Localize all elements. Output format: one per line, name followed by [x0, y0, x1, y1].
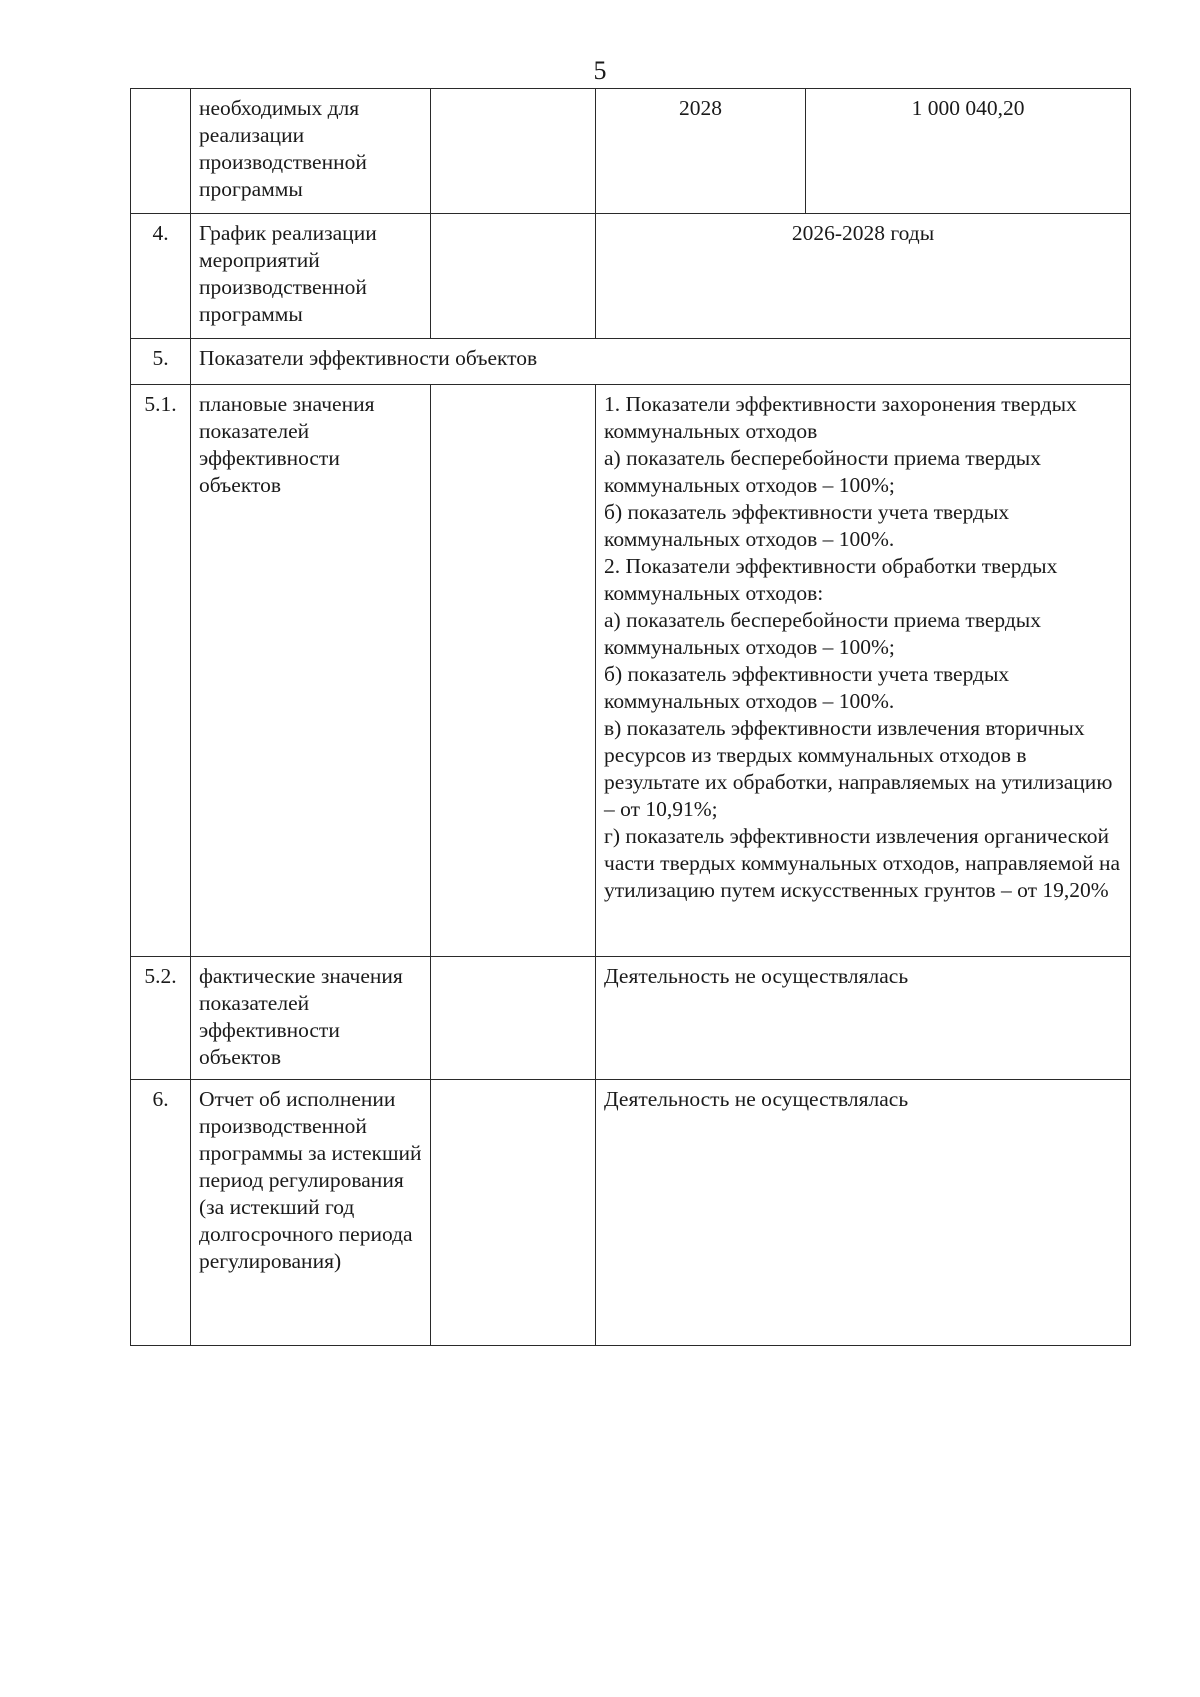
indicator-line: в) показатель эффективности извлечения вторичных ресурсов из твердых коммунальных отходов в результате их обработки, направляемых на утилизацию – от 10,91%; — [604, 716, 1113, 821]
row-number-cell: 5.1. — [131, 385, 191, 957]
empty-cell — [431, 385, 596, 957]
row-number-cell: 6. — [131, 1080, 191, 1346]
page-number: 5 — [593, 56, 607, 85]
year-cell: 2028 — [596, 89, 806, 214]
schedule-value-cell: 2026-2028 годы — [596, 214, 1131, 339]
empty-cell — [431, 89, 596, 214]
empty-cell — [431, 1080, 596, 1346]
row-name-cell: График реализации мероприятий производственной программы — [191, 214, 431, 339]
row-name-cell: плановые значения показателей эффективности объектов — [191, 385, 431, 957]
indicator-line: б) показатель эффективности учета твердых коммунальных отходов – 100%. — [604, 500, 1010, 551]
table-row — [131, 89, 1131, 214]
value-cell: 1 000 040,20 — [806, 89, 1131, 214]
row-number-cell — [131, 89, 191, 214]
table-row — [131, 214, 1131, 339]
row-number-cell: 4. — [131, 214, 191, 339]
program-table — [130, 88, 1131, 1346]
row-number-cell: 5.2. — [131, 957, 191, 1080]
table-row — [131, 385, 1131, 957]
section-title-cell: Показатели эффективности объектов — [191, 339, 1131, 385]
indicator-line: б) показатель эффективности учета твердых коммунальных отходов – 100%. — [604, 662, 1010, 713]
row-name-cell: необходимых для реализации производственной программы — [191, 89, 431, 214]
actual-indicators-cell: Деятельность не осуществлялась — [596, 957, 1131, 1080]
table-row — [131, 957, 1131, 1080]
table-row — [131, 1080, 1131, 1346]
indicator-line: 2. Показатели эффективности обработки твердых коммунальных отходов: — [604, 554, 1058, 605]
indicator-line: г) показатель эффективности извлечения органической части твердых коммунальных отходов, направляемой на утилизацию путем искусственных грунтов – от 19,20% — [604, 824, 1121, 902]
row-number-cell: 5. — [131, 339, 191, 385]
planned-indicators-cell — [596, 385, 1131, 957]
indicator-line: 1. Показатели эффективности захоронения твердых коммунальных отходов — [604, 392, 1077, 443]
row-name-cell: Отчет об исполнении производственной программы за истекший период регулирования (за истекший год долгосрочного периода регулирования) — [191, 1080, 431, 1346]
table-row — [131, 339, 1131, 385]
empty-cell — [431, 957, 596, 1080]
empty-cell — [431, 214, 596, 339]
indicator-line: а) показатель бесперебойности приема твердых коммунальных отходов – 100%; — [604, 446, 1041, 497]
report-cell: Деятельность не осуществлялась — [596, 1080, 1131, 1346]
row-name-cell: фактические значения показателей эффективности объектов — [191, 957, 431, 1080]
indicator-line: а) показатель бесперебойности приема твердых коммунальных отходов – 100%; — [604, 608, 1041, 659]
